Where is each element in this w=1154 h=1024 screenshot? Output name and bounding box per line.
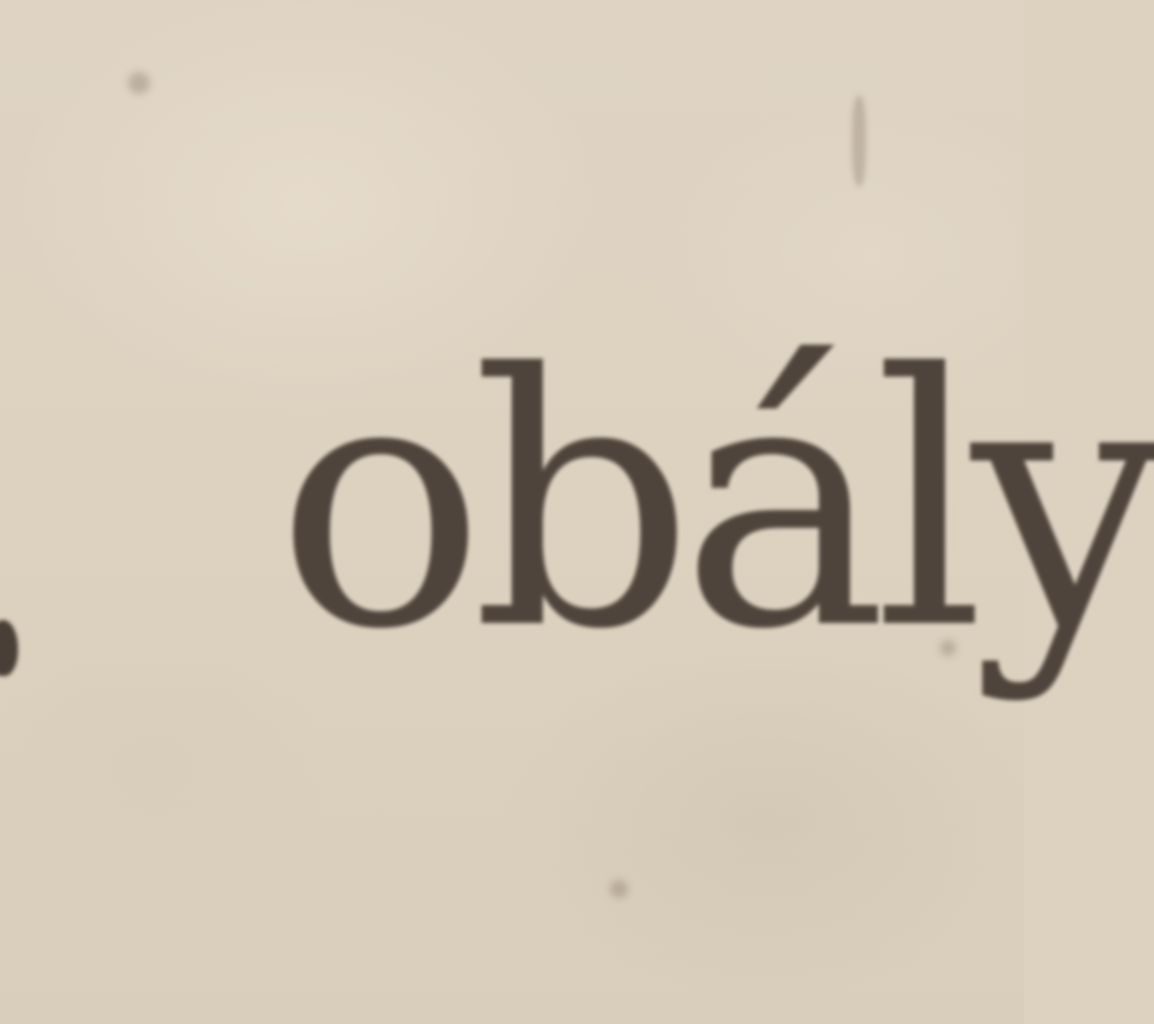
paper-speck (610, 880, 628, 898)
paper-speck (128, 72, 150, 94)
scanned-word: obály (276, 301, 1154, 706)
punctuation-mark (0, 620, 18, 676)
paper-speck (852, 96, 866, 186)
